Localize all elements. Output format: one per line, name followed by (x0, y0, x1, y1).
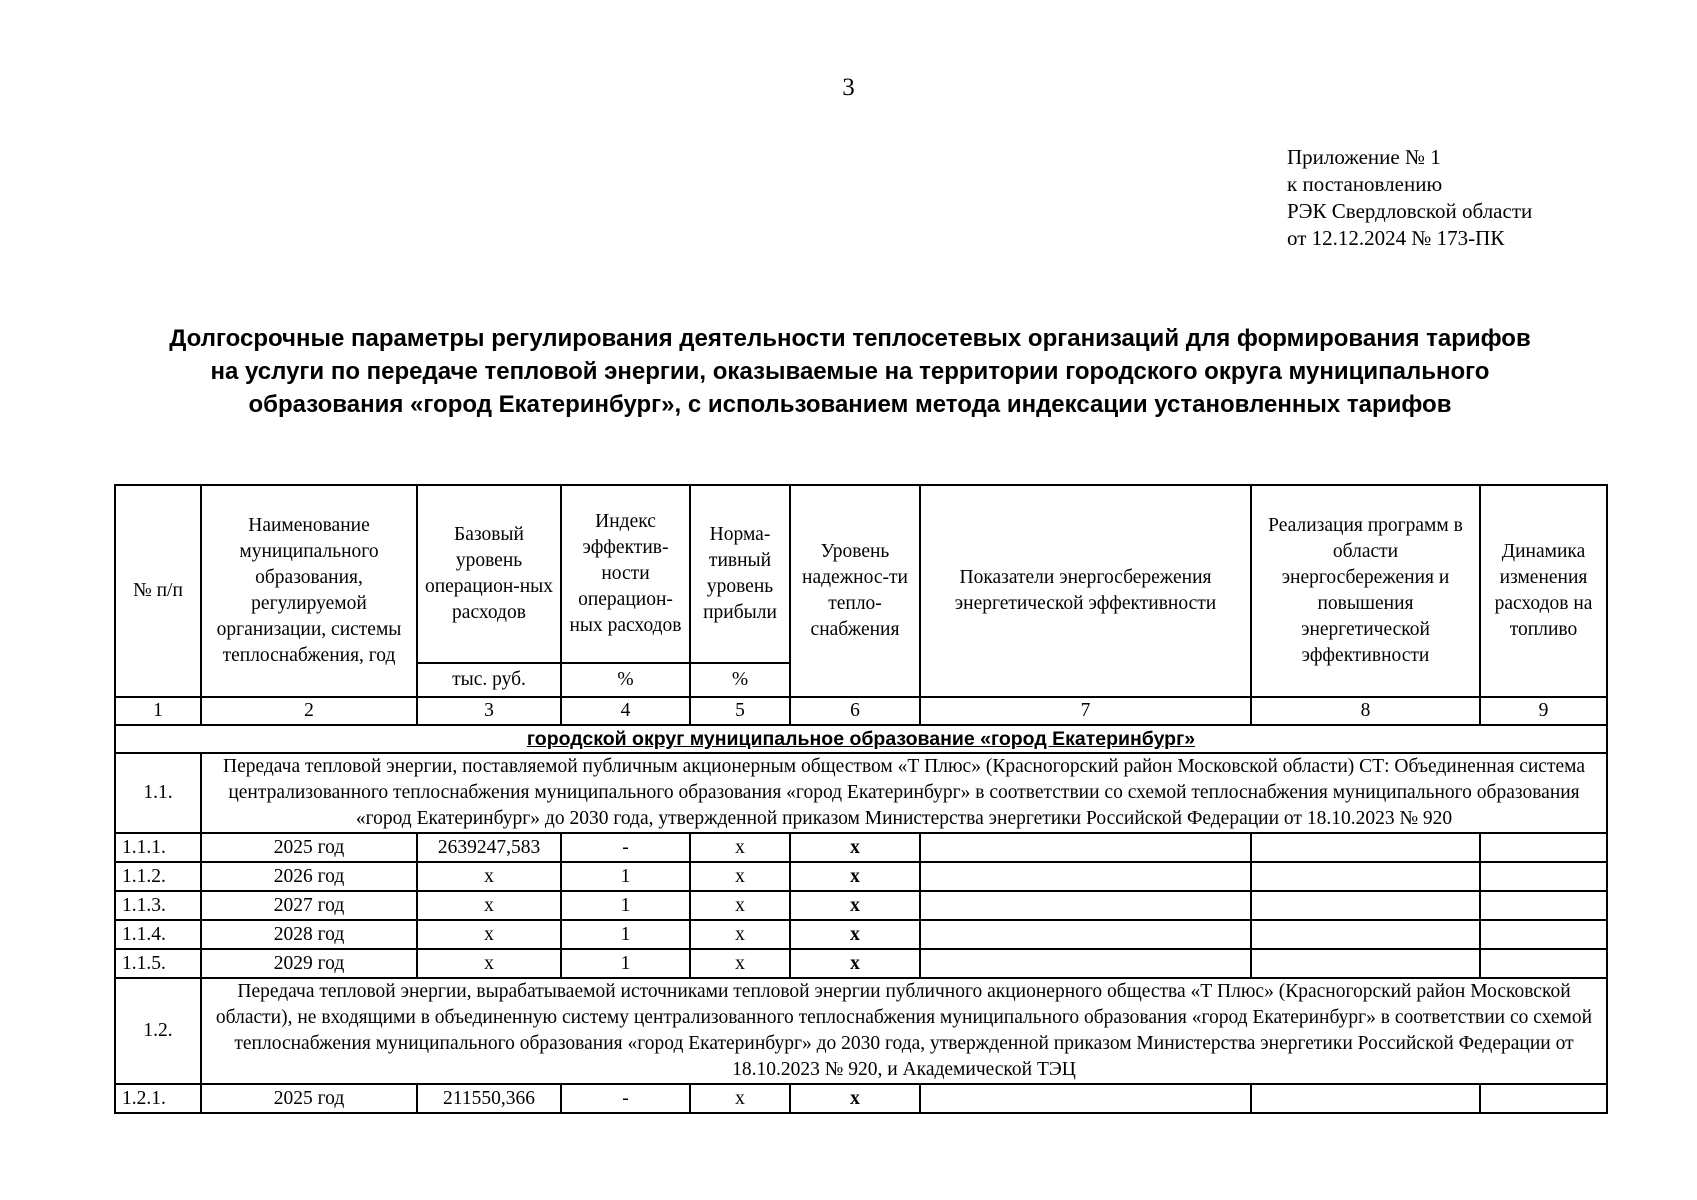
row-empty (1480, 833, 1607, 862)
header-profit-level: Норма-тивный уровень прибыли (690, 485, 790, 663)
row-empty (920, 891, 1251, 920)
row-empty (1251, 920, 1480, 949)
row-year: 2027 год (201, 891, 417, 920)
table-row (115, 862, 1607, 891)
page-number: 3 (842, 74, 855, 101)
row-base-level: х (417, 920, 561, 949)
row-efficiency-index: 1 (561, 949, 690, 978)
col-number: 8 (1251, 697, 1480, 725)
row-profit-level: х (690, 920, 790, 949)
col-number: 7 (920, 697, 1251, 725)
table-row (115, 891, 1607, 920)
row-reliability: х (790, 891, 920, 920)
unit-profit: % (690, 663, 790, 697)
row-year: 2026 год (201, 862, 417, 891)
row-code: 1.1.2. (115, 862, 201, 891)
header-energy-saving: Показатели энергосбережения энергетической эффективности (920, 485, 1251, 697)
section-row (115, 725, 1607, 753)
header-reliability: Уровень надежнос-ти тепло-снабжения (790, 485, 920, 697)
title-line-3: образования «город Екатеринбург», с использованием метода индексации установленных тарифов (248, 391, 1452, 418)
parameters-table (114, 484, 1608, 1114)
row-empty (1251, 833, 1480, 862)
subsection-row (115, 753, 1607, 833)
column-numbers-row (115, 697, 1607, 725)
row-profit-level: х (690, 1084, 790, 1113)
subsection-description: Передача тепловой энергии, поставляемой публичным акционерным обществом «Т Плюс» (Красногорский район Московской области) СТ: Объединенная система централизованного теплоснабжения муниципального образования «город Екатеринбург» в соответствии со схемой теплоснабжения муниципального образования «город Екатеринбург» до 2030 года, утвержденной приказом Министерства энергетики Российской Федерации от 18.10.2023 № 920 (201, 753, 1607, 833)
row-year: 2025 год (201, 1084, 417, 1113)
table-row (115, 833, 1607, 862)
unit-base: тыс. руб. (417, 663, 561, 697)
row-profit-level: х (690, 891, 790, 920)
row-code: 1.1.3. (115, 891, 201, 920)
col-number: 9 (1480, 697, 1607, 725)
row-empty (920, 833, 1251, 862)
row-empty (1251, 862, 1480, 891)
row-empty (1480, 862, 1607, 891)
row-code: 1.2.1. (115, 1084, 201, 1113)
row-profit-level: х (690, 862, 790, 891)
row-empty (920, 949, 1251, 978)
col-number: 6 (790, 697, 920, 725)
row-reliability: х (790, 833, 920, 862)
unit-index: % (561, 663, 690, 697)
table-row (115, 1084, 1607, 1113)
row-code: 1.1.4. (115, 920, 201, 949)
table-row (115, 949, 1607, 978)
header-base-level: Базовый уровень операцион-ных расходов (417, 485, 561, 663)
title-line-2: на услуги по передаче тепловой энергии, оказываемые на территории городского округа муниципального (210, 358, 1490, 385)
document-title (80, 322, 1620, 421)
header-fuel-dynamics: Динамика изменения расходов на топливо (1480, 485, 1607, 697)
row-empty (1480, 891, 1607, 920)
header-efficiency-index: Индекс эффектив-ности операцион-ных расходов (561, 485, 690, 663)
row-year: 2025 год (201, 833, 417, 862)
row-reliability: х (790, 949, 920, 978)
row-empty (1251, 949, 1480, 978)
row-profit-level: х (690, 833, 790, 862)
row-base-level: х (417, 862, 561, 891)
section-title: городской округ муниципальное образование «город Екатеринбург» (115, 725, 1607, 753)
row-base-level: 211550,366 (417, 1084, 561, 1113)
subsection-code: 1.1. (115, 753, 201, 833)
col-number: 4 (561, 697, 690, 725)
subsection-description: Передача тепловой энергии, вырабатываемой источниками тепловой энергии публичного акционерного общества «Т Плюс» (Красногорский район Московской области), не входящими в объединенную систему централизованного теплоснабжения муниципального образования «город Екатеринбург» в соответствии со схемой теплоснабжения муниципального образования «город Екатеринбург» до 2030 года, утвержденной приказом Министерства энергетики Российской Федерации от 18.10.2023 № 920, и Академической ТЭЦ (201, 978, 1607, 1084)
row-code: 1.1.5. (115, 949, 201, 978)
appendix-line-3: РЭК Свердловской области (1287, 199, 1533, 223)
header-num: № п/п (115, 485, 201, 697)
appendix-line-1: Приложение № 1 (1287, 145, 1441, 169)
appendix-line-4: от 12.12.2024 № 173-ПК (1287, 226, 1505, 250)
row-year: 2028 год (201, 920, 417, 949)
title-line-1: Долгосрочные параметры регулирования деятельности теплосетевых организаций для формирования тарифов (169, 325, 1531, 352)
row-empty (1251, 891, 1480, 920)
row-efficiency-index: - (561, 833, 690, 862)
row-empty (1480, 1084, 1607, 1113)
subsection-code: 1.2. (115, 978, 201, 1084)
table-row (115, 920, 1607, 949)
row-base-level: 2639247,583 (417, 833, 561, 862)
row-efficiency-index: 1 (561, 920, 690, 949)
header-row (115, 485, 1607, 663)
subsection-row (115, 978, 1607, 1084)
col-number: 5 (690, 697, 790, 725)
row-efficiency-index: 1 (561, 862, 690, 891)
appendix-line-2: к постановлению (1287, 172, 1443, 196)
row-reliability: х (790, 1084, 920, 1113)
row-empty (920, 862, 1251, 891)
row-efficiency-index: 1 (561, 891, 690, 920)
row-empty (1480, 920, 1607, 949)
row-profit-level: х (690, 949, 790, 978)
col-number: 1 (115, 697, 201, 725)
row-base-level: х (417, 891, 561, 920)
header-name: Наименование муниципального образования, регулируемой организации, системы теплоснабжения, год (201, 485, 417, 697)
row-empty (1251, 1084, 1480, 1113)
row-reliability: х (790, 920, 920, 949)
row-empty (920, 920, 1251, 949)
col-number: 2 (201, 697, 417, 725)
row-empty (1480, 949, 1607, 978)
row-base-level: х (417, 949, 561, 978)
appendix-block (1287, 144, 1532, 252)
row-efficiency-index: - (561, 1084, 690, 1113)
row-code: 1.1.1. (115, 833, 201, 862)
row-reliability: х (790, 862, 920, 891)
row-year: 2029 год (201, 949, 417, 978)
header-programs: Реализация программ в области энергосбережения и повышения энергетической эффективности (1251, 485, 1480, 697)
row-empty (920, 1084, 1251, 1113)
col-number: 3 (417, 697, 561, 725)
